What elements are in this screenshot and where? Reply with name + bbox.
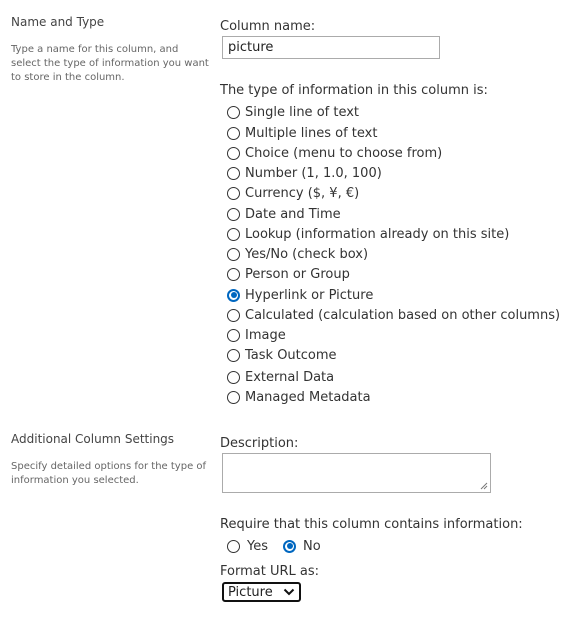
require-yes-option[interactable] bbox=[227, 536, 268, 556]
column-type-radio[interactable] bbox=[227, 208, 240, 221]
column-type-option[interactable] bbox=[227, 367, 334, 387]
name-and-type-description: Type a name for this column, and select the type of information you want to store in the column. bbox=[11, 44, 209, 83]
require-radio-group bbox=[227, 536, 347, 556]
column-type-label: Task Outcome bbox=[245, 347, 337, 363]
column-type-option[interactable] bbox=[227, 224, 509, 244]
require-yes-radio[interactable] bbox=[227, 540, 240, 553]
column-type-label: Number (1, 1.0, 100) bbox=[245, 165, 382, 181]
require-no-option[interactable] bbox=[283, 536, 321, 556]
column-type-option[interactable] bbox=[227, 345, 337, 365]
column-type-label: Hyperlink or Picture bbox=[245, 287, 374, 303]
column-type-label: Multiple lines of text bbox=[245, 125, 378, 141]
column-type-label: External Data bbox=[245, 369, 335, 385]
column-type-radio-group bbox=[227, 102, 567, 412]
column-type-radio[interactable] bbox=[227, 248, 240, 261]
column-type-radio[interactable] bbox=[227, 187, 240, 200]
column-type-radio[interactable] bbox=[227, 289, 240, 302]
description-textarea[interactable] bbox=[222, 453, 491, 493]
type-label: The type of information in this column is: bbox=[220, 83, 488, 98]
column-type-option[interactable] bbox=[227, 305, 560, 325]
require-label: Require that this column contains information: bbox=[220, 517, 523, 532]
column-type-label: Lookup (information already on this site) bbox=[245, 226, 510, 242]
column-type-radio[interactable] bbox=[227, 228, 240, 241]
column-type-label: Date and Time bbox=[245, 206, 341, 222]
column-type-option[interactable] bbox=[227, 143, 442, 163]
column-type-label: Choice (menu to choose from) bbox=[245, 145, 443, 161]
column-type-radio[interactable] bbox=[227, 309, 240, 322]
additional-settings-description: Specify detailed options for the type of information you selected. bbox=[11, 461, 207, 486]
column-name-label: Column name: bbox=[220, 19, 316, 34]
column-type-radio[interactable] bbox=[227, 167, 240, 180]
column-type-label: Image bbox=[245, 327, 286, 343]
column-type-radio[interactable] bbox=[227, 349, 240, 362]
name-and-type-title: Name and Type bbox=[11, 15, 105, 29]
resize-grip-icon[interactable] bbox=[480, 482, 488, 490]
format-url-value: Picture bbox=[228, 584, 273, 600]
require-no-label: No bbox=[303, 538, 321, 554]
format-url-label: Format URL as: bbox=[220, 564, 319, 579]
column-type-option[interactable] bbox=[227, 285, 373, 305]
chevron-down-icon bbox=[283, 588, 295, 596]
column-type-radio[interactable] bbox=[227, 371, 240, 384]
column-type-option[interactable] bbox=[227, 204, 341, 224]
column-type-option[interactable] bbox=[227, 163, 382, 183]
column-type-radio[interactable] bbox=[227, 127, 240, 140]
column-type-option[interactable] bbox=[227, 264, 350, 284]
column-type-radio[interactable] bbox=[227, 106, 240, 119]
format-url-select[interactable] bbox=[222, 582, 301, 602]
column-type-radio[interactable] bbox=[227, 391, 240, 404]
column-type-label: Yes/No (check box) bbox=[245, 246, 369, 262]
column-type-label: Currency ($, ¥, €) bbox=[245, 185, 360, 201]
column-name-input[interactable] bbox=[222, 36, 440, 59]
column-type-radio[interactable] bbox=[227, 147, 240, 160]
column-type-option[interactable] bbox=[227, 102, 359, 122]
column-type-option[interactable] bbox=[227, 387, 371, 407]
column-type-label: Person or Group bbox=[245, 266, 350, 282]
additional-settings-title: Additional Column Settings bbox=[11, 432, 175, 446]
column-type-radio[interactable] bbox=[227, 329, 240, 342]
column-type-option[interactable] bbox=[227, 123, 377, 143]
column-type-radio[interactable] bbox=[227, 268, 240, 281]
column-type-label: Managed Metadata bbox=[245, 389, 371, 405]
column-type-option[interactable] bbox=[227, 244, 368, 264]
description-label: Description: bbox=[220, 436, 299, 451]
column-type-option[interactable] bbox=[227, 325, 286, 345]
column-type-label: Single line of text bbox=[245, 104, 360, 120]
column-type-option[interactable] bbox=[227, 183, 359, 203]
require-no-radio[interactable] bbox=[283, 540, 296, 553]
require-yes-label: Yes bbox=[247, 538, 268, 554]
column-type-label: Calculated (calculation based on other columns) bbox=[245, 307, 561, 323]
